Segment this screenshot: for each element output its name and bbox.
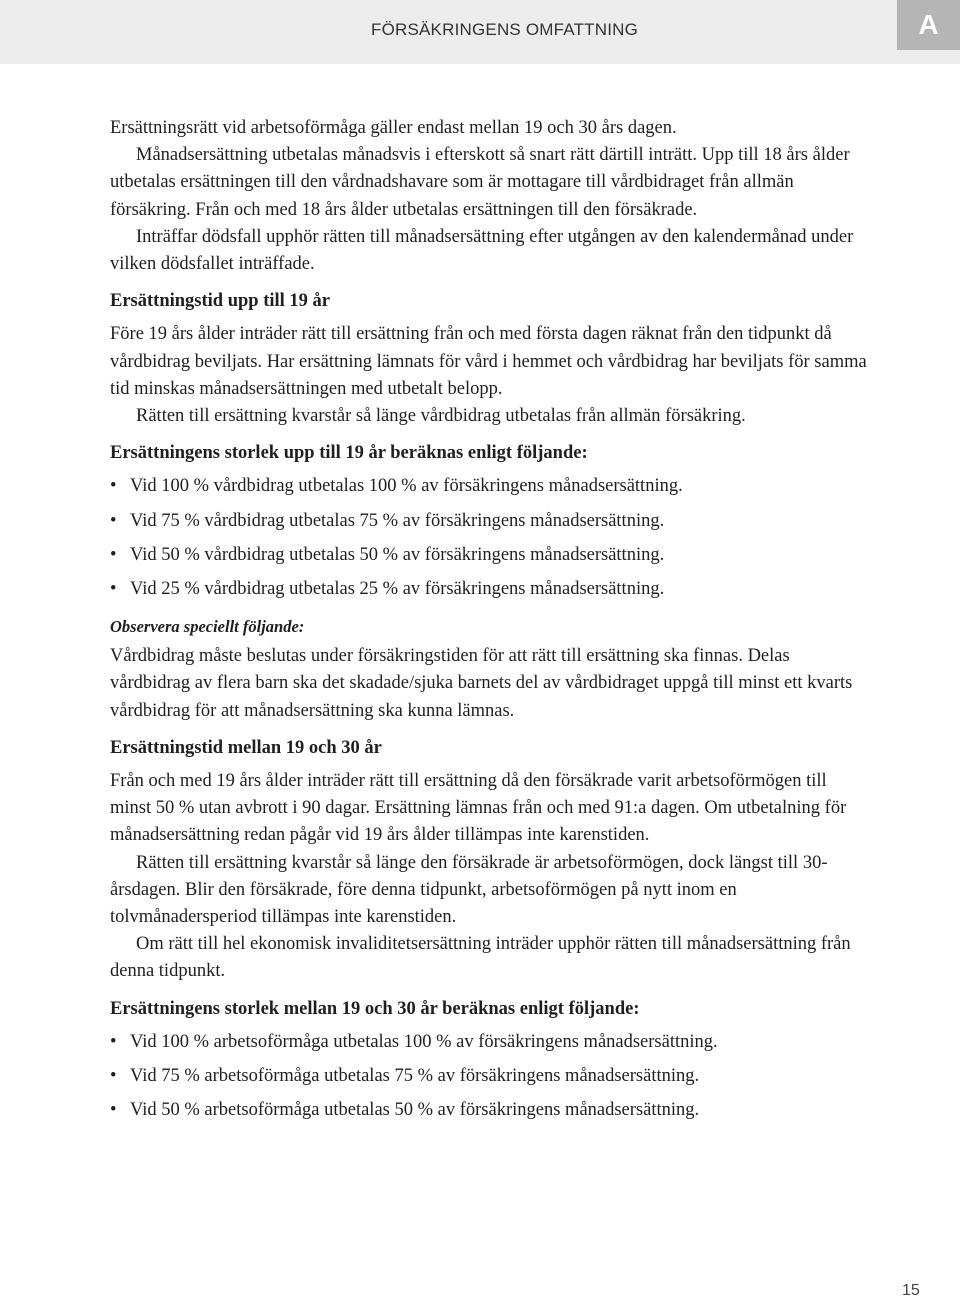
bullet-icon: • <box>110 476 117 497</box>
list-item-text: Vid 100 % arbetsoförmåga utbetalas 100 % av försäkringens månadsersättning. <box>130 1031 718 1052</box>
section-heading: Ersättningstid upp till 19 år <box>110 291 330 312</box>
section-heading: Ersättningens storlek mellan 19 och 30 år beräknas enligt följande: <box>110 998 640 1019</box>
bullet-list <box>110 473 872 603</box>
list-item-text: Vid 75 % arbetsoförmåga utbetalas 75 % av försäkringens månadsersättning. <box>130 1066 700 1087</box>
bullet-icon: • <box>110 510 117 531</box>
chapter-tab-badge: A <box>897 0 960 50</box>
list-item-text: Vid 25 % vårdbidrag utbetalas 25 % av försäkringens månadsersättning. <box>130 579 665 600</box>
note-heading: Observera speciellt följande: <box>110 617 305 637</box>
list-item-text: Vid 75 % vårdbidrag utbetalas 75 % av försäkringens månadsersättning. <box>130 510 665 531</box>
section-title: FÖRSÄKRINGENS OMFATTNING <box>371 20 639 39</box>
list-item <box>110 576 872 603</box>
list-item-text: Vid 50 % arbetsoförmåga utbetalas 50 % av försäkringens månadsersättning. <box>130 1100 700 1121</box>
bullet-list <box>110 1029 872 1125</box>
page-content <box>110 115 872 1137</box>
bullet-icon: • <box>110 544 117 565</box>
paragraph: Ersättningsrätt vid arbetsoförmåga gäller endast mellan 19 och 30 års dagen. <box>110 118 677 138</box>
paragraph: Före 19 års ålder inträder rätt till ersättning från och med första dagen räknat från den tidpunkt då vårdbidrag beviljats. Har ersättning lämnats för vård i hemmet och vårdbidrag har beviljats för samma tid minskas månadsersättningen med utbetalt belopp. <box>110 324 867 399</box>
bullet-icon: • <box>110 1100 117 1121</box>
paragraph: Vårdbidrag måste beslutas under försäkringstiden för att rätt till ersättning ska finnas. Delas vårdbidrag av flera barn ska det skadade/sjuka barnets del av vårdbidraget uppgå till minst ett kvarts vårdbidrag för att månadsersättning ska kunna lämnas. <box>110 646 853 721</box>
paragraph: Inträffar dödsfall upphör rätten till månadsersättning efter utgången av den kalendermånad under vilken dödsfallet inträffade. <box>110 226 854 275</box>
bullet-icon: • <box>110 579 117 600</box>
bullet-icon: • <box>110 1031 117 1052</box>
list-item <box>110 1063 872 1090</box>
paragraph: Från och med 19 års ålder inträder rätt till ersättning då den försäkrade varit arbetsoförmögen till minst 50 % utan avbrott i 90 dagar. Ersättning lämnas från och med 91:a dagen. Om utbetalning för månadsersättning redan pågår vid 19 års ålder tillämpas inte karenstiden. <box>110 771 847 846</box>
paragraph: Om rätt till hel ekonomisk invaliditetsersättning inträder upphör rätten till månadsersättning från denna tidpunkt. <box>110 934 851 982</box>
paragraph: Månadsersättning utbetalas månadsvis i efterskott så snart rätt därtill inträtt. Upp till 18 års ålder utbetalas ersättningen till den vårdnadshavare som är mottagare till vårdbidraget från allmän försäkring. Från och med 18 års ålder utbetalas ersättningen till den försäkrade. <box>110 145 850 220</box>
bullet-icon: • <box>110 1066 117 1087</box>
list-item-text: Vid 100 % vårdbidrag utbetalas 100 % av försäkringens månadsersättning. <box>130 476 683 497</box>
list-item <box>110 508 872 535</box>
list-item <box>110 542 872 569</box>
section-heading: Ersättningstid mellan 19 och 30 år <box>110 737 382 758</box>
paragraph: Rätten till ersättning kvarstår så länge vårdbidrag utbetalas från allmän försäkring. <box>136 406 746 427</box>
list-item <box>110 1029 872 1056</box>
list-item <box>110 473 872 500</box>
page-header <box>0 0 960 64</box>
list-item <box>110 1097 872 1124</box>
list-item-text: Vid 50 % vårdbidrag utbetalas 50 % av försäkringens månadsersättning. <box>130 544 665 565</box>
section-heading: Ersättningens storlek upp till 19 år beräknas enligt följande: <box>110 443 588 464</box>
paragraph: Rätten till ersättning kvarstår så länge den försäkrade är arbetsoförmögen, dock längst till 30-årsdagen. Blir den försäkrade, före denna tidpunkt, arbetsoförmögen på nytt inom en tolvmånadersperiod tillämpas inte karenstiden. <box>110 852 828 928</box>
page-number: 15 <box>902 1282 920 1299</box>
